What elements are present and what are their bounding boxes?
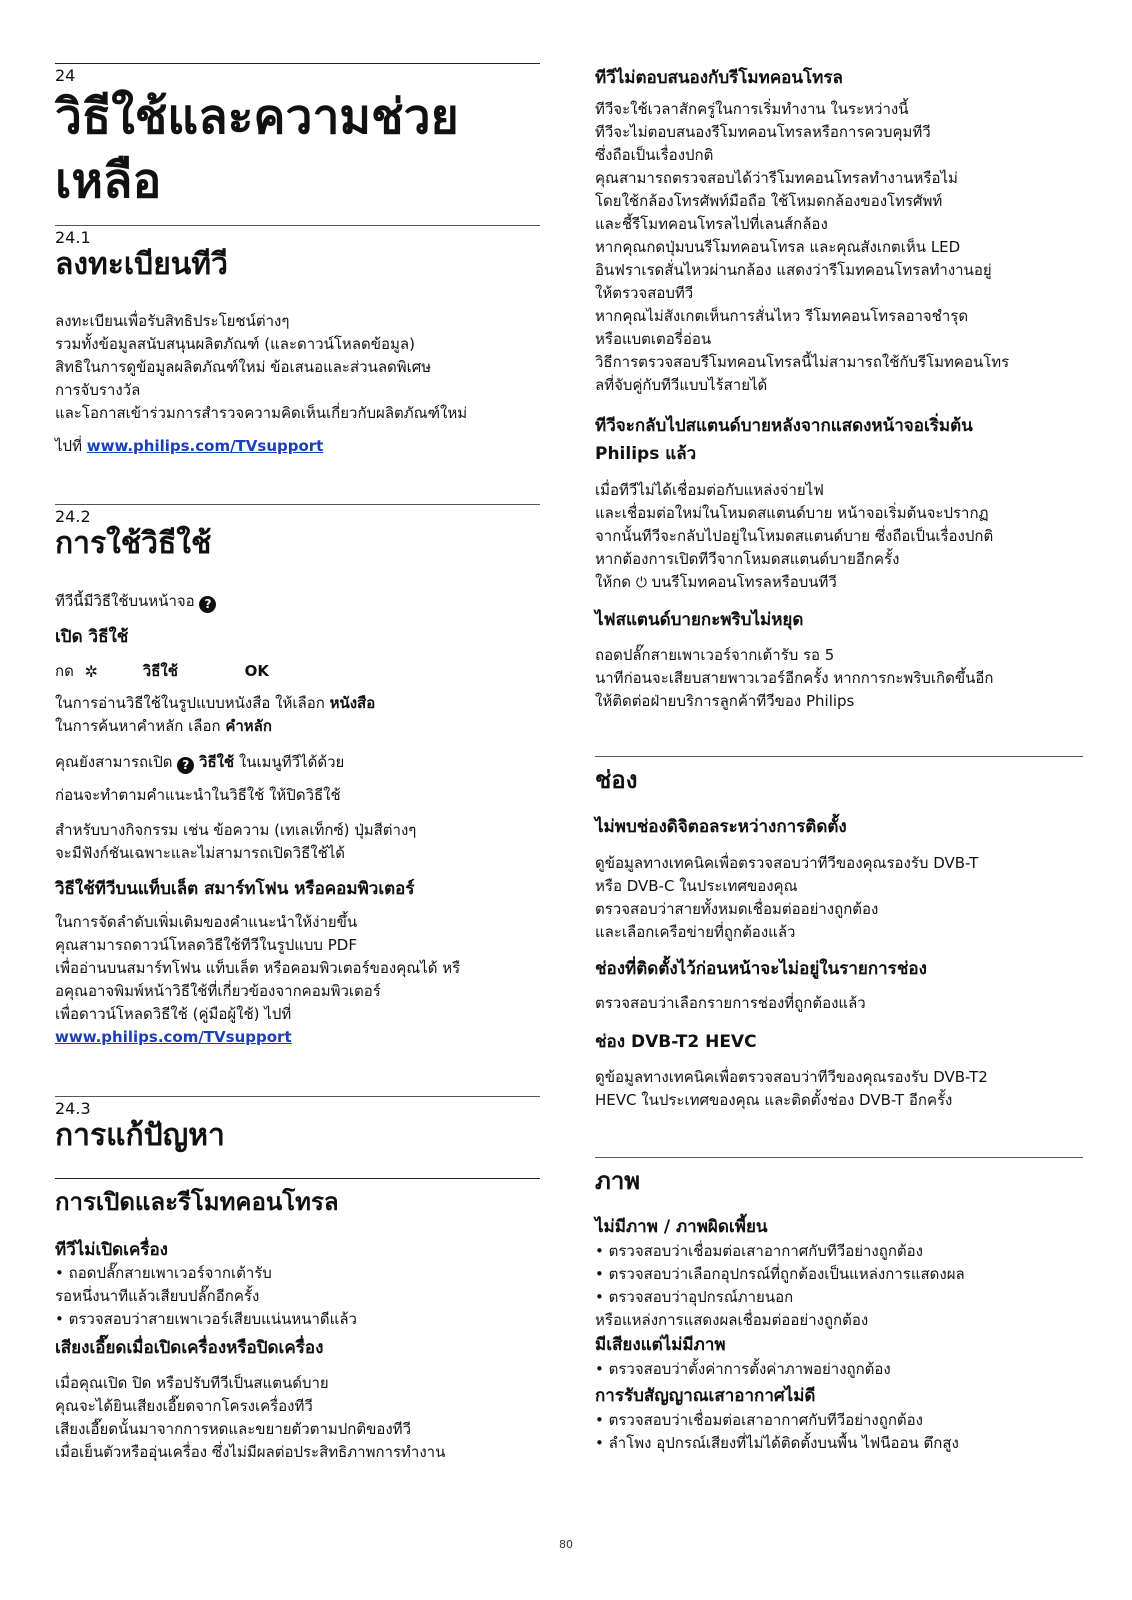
teletext-text [55,819,540,865]
chapter-title-line2: เหลือ [55,153,162,209]
text-line: จะมีฟังก์ชันเฉพาะและไม่สามารถเปิดวิธีใช้ได้ [55,844,346,862]
text-line: ในการจัดลำดับเพิ่มเติมของคำแนะนำให้ง่ายขึ้น [55,913,358,931]
subsection-rule [595,756,1083,757]
standby-last-suffix: บนรีโมทคอนโทรลหรือบนทีวี [646,573,837,591]
not-in-list-heading: ช่องที่ติดตั้งไว้ก่อนหน้าจะไม่อยู่ในรายการช่อง [595,959,927,979]
channels-title: ช่อง [595,766,638,794]
text-line: และชี้รีโมทคอนโทรลไปที่เลนส์กล้อง [595,215,828,233]
text-line: หรือ DVB-C ในประเทศของคุณ [595,877,798,895]
text-line: หรือแบตเตอรี่อ่อน [595,330,712,348]
text-line: • ลำโพง อุปกรณ์เสียงที่ไม่ได้ติดตั้งบนพื้น ไฟนีออน ตึกสูง [595,1434,959,1452]
help-key-label: วิธีใช้ [142,662,178,680]
hevc-text [595,1066,1083,1112]
no-picture-text [595,1240,1083,1332]
section-number: 24.2 [55,507,91,526]
keyword-label: คำหลัก [225,717,272,735]
standby-text [595,479,1083,595]
book-label: หนังสือ [329,694,376,712]
not-in-list-text [595,992,1083,1015]
text-line: การจับรางวัล [55,381,141,399]
help-intro-text: ทีวีนี้มีวิธีใช้บนหน้าจอ [55,592,200,610]
sound-no-picture-heading: มีเสียงแต่ไม่มีภาพ [595,1335,726,1355]
text-line: เมื่อเย็นตัวหรืออุ่นเครื่อง ซึ่งไม่มีผลต่อประสิทธิภาพการทำงาน [55,1443,446,1461]
chapter-title-line1: วิธีใช้และความช่วย [55,89,459,145]
text-line: อินฟราเรดสั่นไหวผ่านกล้อง แสดงว่ารีโมทคอนโทรลทำงานอยู่ [595,261,992,279]
text-line: และเลือกเครือข่ายที่ถูกต้องแล้ว [595,923,796,941]
press-text: กด [55,662,74,680]
section-number: 24.3 [55,1099,91,1118]
poor-reception-text [595,1409,1083,1455]
standby-heading-line1: ทีวีจะกลับไปสแตนด์บายหลังจากแสดงหน้าจอเริ่มต้น [595,416,973,436]
philips-support-link[interactable]: www.philips.com/TVsupport [86,437,324,455]
menu-line-suffix: ในเมนูทีวีได้ด้วย [234,753,345,771]
menu-help-text [55,751,540,774]
poor-reception-heading: การรับสัญญาณเสาอากาศไม่ดี [595,1386,816,1406]
text-line: ดูข้อมูลทางเทคนิคเพื่อตรวจสอบว่าทีวีของคุณรองรับ DVB-T2 [595,1068,988,1086]
gear-icon: ✲ [84,662,99,681]
remote-text [595,98,1083,397]
chapter-rule [55,63,540,64]
text-line: ซึ่งถือเป็นเรื่องปกติ [595,146,714,164]
open-help-heading: เปิด วิธีใช้ [55,627,129,647]
text-line: ถอดปลั๊กสายเพาเวอร์จากเต้ารับ รอ 5 [595,646,835,664]
text-line: ตรวจสอบว่าสายทั้งหมดเชื่อมต่ออย่างถูกต้อง [595,900,879,918]
text-line: และโอกาสเข้าร่วมการสำรวจความคิดเห็นเกี่ยวกับผลิตภัณฑ์ใหม่ [55,404,468,422]
open-help-steps [55,660,540,683]
register-goto [55,435,540,458]
text-line: • ตรวจสอบว่าอุปกรณ์ภายนอก [595,1288,794,1306]
text-line: สิทธิในการดูข้อมูลผลิตภัณฑ์ใหม่ ข้อเสนอและส่วนลดพิเศษ [55,358,432,376]
no-picture-heading: ไม่มีภาพ / ภาพผิดเพี้ยน [595,1217,768,1237]
section-rule [55,504,540,505]
text-line: เสียงเอี๊ยดนั้นมาจากการหดและขยายตัวตามปกติของทีวี [55,1420,411,1438]
text-line: นาทีก่อนจะเสียบสายพาวเวอร์อีกครั้ง หากการกะพริบเกิดขึ้นอีก [595,669,994,687]
book-line-text: ในการอ่านวิธีใช้ในรูปแบบหนังสือ ให้เลือก [55,694,330,712]
text-line: คุณสามารถตรวจสอบได้ว่ารีโมทคอนโทรลทำงานหรือไม่ [595,169,958,187]
standby-last-prefix: ให้กด [595,573,636,591]
text-line: หรือแหล่งการแสดงผลเชื่อมต่ออย่างถูกต้อง [595,1311,869,1329]
text-line: รอหนึ่งนาทีแล้วเสียบปลั๊กอีกครั้ง [55,1287,260,1305]
register-text [55,310,540,425]
chapter-number: 24 [55,66,76,85]
philips-support-link[interactable]: www.philips.com/TVsupport [55,1028,292,1046]
close-help-text [55,784,540,807]
question-circle-icon: ? [177,757,194,774]
text-line: สำหรับบางกิจกรรม เช่น ข้อความ (เทเลเท็กซ์) ปุ่มสีต่างๆ [55,821,417,839]
text-line: เมื่อคุณเปิด ปิด หรือปรับทีวีเป็นสแตนด์บาย [55,1374,329,1392]
text-line: ก่อนจะทำตามคำแนะนำในวิธีใช้ ให้ปิดวิธีใช้ [55,786,341,804]
no-digital-text [595,852,1083,944]
text-line: ให้ตรวจสอบทีวี [595,284,694,302]
section-title: การแก้ปัญหา [55,1118,225,1153]
text-line: ลที่จับคู่กับทีวีแบบไร้สายได้ [595,376,768,394]
text-line: คุณจะได้ยินเสียงเอี๊ยดจากโครงเครื่องทีวี [55,1397,313,1415]
text-line: คุณสามารถดาวน์โหลดวิธีใช้ทีวีในรูปแบบ PDF [55,936,357,954]
text-line: • ตรวจสอบว่าสายเพาเวอร์เสียบแน่นหนาดีแล้ว [55,1310,357,1328]
menu-line-text: คุณยังสามารถเปิด [55,753,178,771]
creak-heading: เสียงเอี๊ยดเมื่อเปิดเครื่องหรือปิดเครื่อง [55,1338,324,1358]
text-line: ทีวีจะใช้เวลาสักครู่ในการเริ่มทำงาน ในระหว่างนี้ [595,100,909,118]
text-line: • ตรวจสอบว่าเชื่อมต่อเสาอากาศกับทีวีอย่างถูกต้อง [595,1411,923,1429]
hevc-heading: ช่อง DVB-T2 HEVC [595,1032,757,1052]
text-line: ให้ติดต่อฝ่ายบริการลูกค้าทีวีของ Philips [595,692,855,710]
section-rule [55,1096,540,1097]
help-intro [55,590,540,613]
text-line: ดูข้อมูลทางเทคนิคเพื่อตรวจสอบว่าทีวีของคุณรองรับ DVB-T [595,854,979,872]
text-line: จากนั้นทีวีจะกลับไปอยู่ในโหมดสแตนด์บาย ซึ่งถือเป็นเรื่องปกติ [595,527,994,545]
text-line: • ตรวจสอบว่าเลือกอุปกรณ์ที่ถูกต้องเป็นแหล่งการแสดงผล [595,1265,965,1283]
text-line: เพื่อดาวน์โหลดวิธีใช้ (คู่มือผู้ใช้) ไปที่ [55,1005,292,1023]
text-line: หากคุณกดปุ่มบนรีโมทคอนโทรล และคุณสังเกตเห็น LED [595,238,961,256]
tablet-help-heading: วิธีใช้ทีวีบนแท็บเล็ต สมาร์ทโฟน หรือคอมพิวเตอร์ [55,879,415,899]
text-line: รวมทั้งข้อมูลสนับสนุนผลิตภัณฑ์ (และดาวน์โหลดข้อมูล) [55,335,415,353]
tablet-help-text [55,911,540,1049]
no-power-text [55,1262,540,1331]
text-line: • ถอดปลั๊กสายเพาเวอร์จากเต้ารับ [55,1264,272,1282]
section-number: 24.1 [55,228,91,247]
text-line: วิธีการตรวจสอบรีโมทคอนโทรลนี้ไม่สามารถใช้กับรีโมทคอนโทร [595,353,1010,371]
page-number: 80 [559,1538,573,1551]
text-line: โดยใช้กล้องโทรศัพท์มือถือ ใช้โหมดกล้องของโทรศัพท์ [595,192,943,210]
sound-no-picture-text [595,1358,1083,1381]
subsection-rule [595,1157,1083,1158]
text-line: ทีวีจะไม่ตอบสนองรีโมทคอนโทรลหรือการควบคุมทีวี [595,123,931,141]
keyword-line-text: ในการค้นหาคำหลัก เลือก [55,717,226,735]
standby-heading-line2: Philips แล้ว [595,444,697,464]
power-icon: ⏻ [635,575,647,591]
subsection-title: การเปิดและรีโมทคอนโทรล [55,1188,339,1216]
text-line: หากต้องการเปิดทีวีจากโหมดสแตนด์บายอีกครั้ง [595,550,900,568]
text-line: หากคุณไม่สังเกตเห็นการสั่นไหว รีโมทคอนโทรลอาจชำรุด [595,307,969,325]
section-rule [55,225,540,226]
blink-text [595,644,1083,713]
no-digital-heading: ไม่พบช่องดิจิตอลระหว่างการติดตั้ง [595,817,847,837]
remote-heading: ทีวีไม่ตอบสนองกับรีโมทคอนโทรล [595,68,843,88]
section-title: ลงทะเบียนทีวี [55,247,228,282]
subsection-rule [55,1178,540,1179]
section-title: การใช้วิธีใช้ [55,526,212,561]
text-line: และเชื่อมต่อใหม่ในโหมดสแตนด์บาย หน้าจอเริ่มต้นจะปรากฏ [595,504,989,522]
text-line: อคุณอาจพิมพ์หน้าวิธีใช้ที่เกี่ยวข้องจากคอมพิวเตอร์ [55,982,381,1000]
book-keyword-text [55,692,540,738]
text-line: • ตรวจสอบว่าเชื่อมต่อเสาอากาศกับทีวีอย่างถูกต้อง [595,1242,923,1260]
creak-text [55,1372,540,1464]
no-power-heading: ทีวีไม่เปิดเครื่อง [55,1240,168,1260]
text-line: HEVC ในประเทศของคุณ และติดตั้งช่อง DVB-T อีกครั้ง [595,1091,953,1109]
blink-heading: ไฟสแตนด์บายกะพริบไม่หยุด [595,610,804,630]
text-line: • ตรวจสอบว่าตั้งค่าการตั้งค่าภาพอย่างถูกต้อง [595,1360,891,1378]
menu-line-bold: วิธีใช้ [199,753,235,771]
question-circle-icon: ? [199,596,216,613]
picture-title: ภาพ [595,1167,641,1195]
text-line: ลงทะเบียนเพื่อรับสิทธิประโยชน์ต่างๆ [55,312,290,330]
ok-key-label: OK [244,662,270,680]
text-line: เพื่ออ่านบนสมาร์ทโฟน แท็บเล็ต หรือคอมพิวเตอร์ของคุณได้ หรื [55,959,461,977]
goto-text: ไปที่ [55,437,87,455]
text-line: เมื่อทีวีไม่ได้เชื่อมต่อกับแหล่งจ่ายไฟ [595,481,824,499]
text-line: ตรวจสอบว่าเลือกรายการช่องที่ถูกต้องแล้ว [595,994,866,1012]
